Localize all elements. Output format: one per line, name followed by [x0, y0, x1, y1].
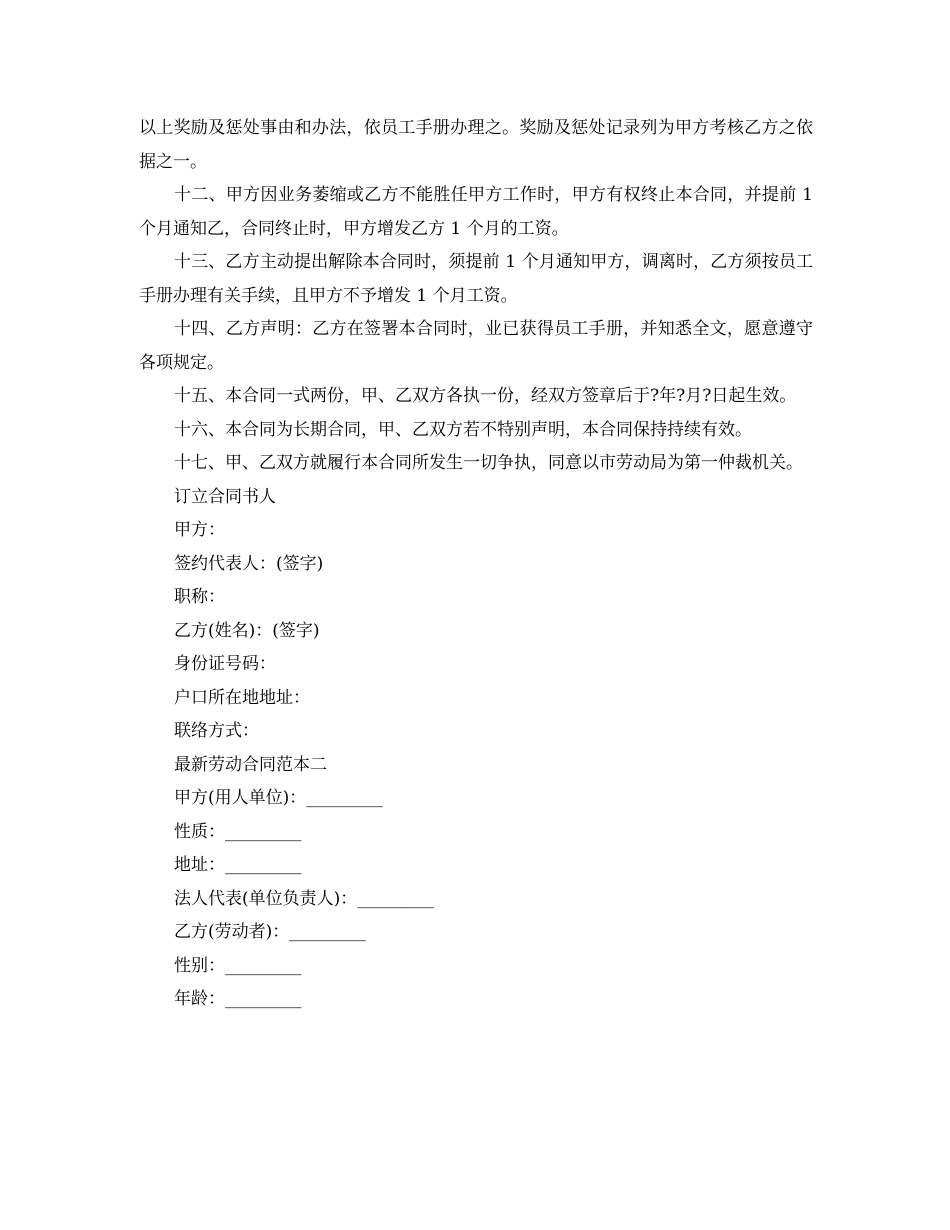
document-body	[139, 112, 813, 1017]
nature-field: 性质：_________	[174, 821, 302, 842]
id-number-line: 身份证号码：	[174, 654, 276, 674]
job-title-line: 职称：	[174, 587, 225, 607]
clause-13: 十三、乙方主动提出解除本合同时，须提前 1 个月通知甲方，调离时，乙方须按员工手册办理有关手续，且甲方不予增发 1 个月工资。	[139, 252, 813, 306]
legal-representative-field: 法人代表(单位负责人)：_________	[174, 888, 434, 909]
clause-17: 十七、甲、乙双方就履行本合同所发生一切争执，同意以市劳动局为第一仲裁机关。	[174, 453, 803, 473]
section-title: 最新劳动合同范本二	[174, 754, 327, 775]
clause-12: 十二、甲方因业务萎缩或乙方不能胜任甲方工作时，甲方有权终止本合同，并提前 1 个月通知乙，合同终止时，甲方增发乙方 1 个月的工资。	[139, 185, 813, 239]
clause-16: 十六、本合同为长期合同，甲、乙双方若不特别声明，本合同保持持续有效。	[174, 419, 752, 440]
representative-signature-line: 签约代表人：(签字)	[174, 553, 324, 574]
gender-field: 性别：_________	[174, 955, 302, 976]
party-a-line: 甲方：	[174, 520, 225, 540]
employee-field: 乙方(劳动者)：_________	[174, 922, 366, 942]
employer-field: 甲方(用人单位)：_________	[174, 788, 383, 808]
age-field: 年龄：_________	[174, 989, 302, 1009]
party-b-signature-line: 乙方(姓名)：(签字)	[174, 620, 320, 641]
clause-14: 十四、乙方声明：乙方在签署本合同时，业已获得员工手册，并知悉全文，愿意遵守各项规定。	[139, 319, 813, 373]
clause-15: 十五、本合同一式两份，甲、乙双方各执一份，经双方签章后于?年?月?日起生效。	[174, 386, 797, 406]
paragraph-rewards-penalties: 以上奖励及惩处事由和办法，依员工手册办理之。奖励及惩处记录列为甲方考核乙方之依据之一。	[139, 118, 813, 172]
contact-line: 联络方式：	[174, 721, 259, 741]
address-field: 地址：_________	[174, 855, 302, 875]
signatories-heading: 订立合同书人	[174, 486, 276, 507]
household-address-line: 户口所在地地址：	[174, 687, 310, 708]
